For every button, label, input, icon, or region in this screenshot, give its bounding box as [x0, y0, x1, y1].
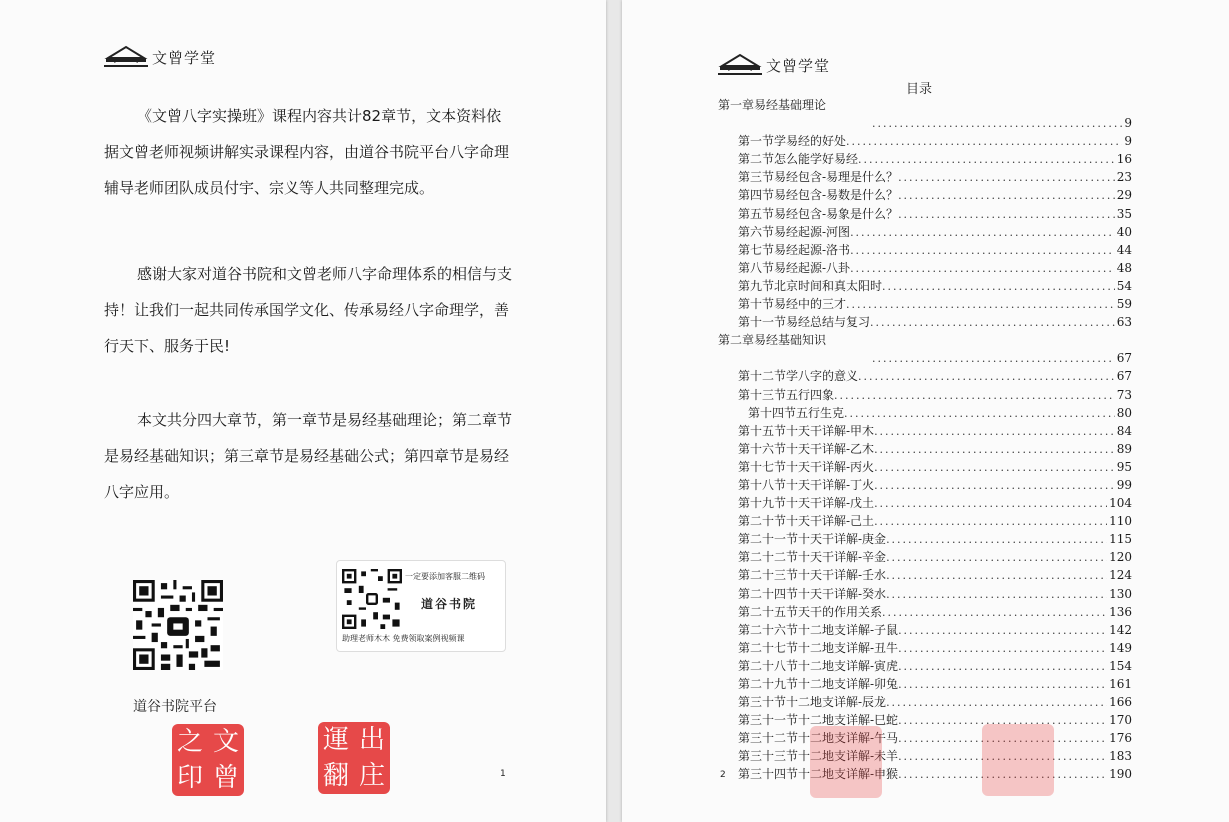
toc-leader-dots — [898, 169, 1115, 187]
toc-entry-title: 第二章易经基础知识 — [718, 333, 827, 348]
toc-entry-page: 170 — [1109, 713, 1132, 728]
toc-leader-dots — [834, 387, 1115, 405]
toc-entry-title: 第十五节十天干详解-甲木 — [738, 423, 875, 438]
toc-leader-dots — [870, 314, 1115, 332]
toc-entry-page: 29 — [1116, 188, 1132, 203]
toc-entry-title: 第十九节十天干详解-戊土 — [738, 496, 875, 511]
seal-char: 運 — [322, 725, 349, 755]
toc-leader-dots — [846, 296, 1115, 314]
toc-leader-dots — [874, 441, 1115, 459]
toc-entry[interactable] — [718, 386, 1132, 404]
toc-entry[interactable] — [718, 476, 1132, 494]
toc-entry-page: 73 — [1116, 387, 1132, 402]
toc-leader-dots — [882, 278, 1115, 296]
toc-entry[interactable] — [718, 621, 1132, 639]
toc-entry-title: 第二十二节十天干详解-辛金 — [738, 550, 887, 565]
toc-entry-title: 第十八节十天干详解-丁火 — [738, 477, 875, 492]
toc-entry-page: 44 — [1116, 242, 1132, 257]
toc-entry-page: 23 — [1116, 170, 1132, 185]
toc-entry-page: 80 — [1116, 405, 1132, 420]
temple-logo-icon — [104, 44, 148, 70]
brand-name: 文曾学堂 — [766, 56, 831, 75]
toc-leader-dots — [850, 260, 1115, 278]
toc-entry-title: 第十七节十天干详解-丙火 — [738, 459, 875, 474]
toc-entry-title: 第一节学易经的好处 — [738, 134, 847, 149]
toc-entry-title: 第十四节五行生克 — [748, 405, 845, 420]
toc-entry-page: 176 — [1109, 731, 1132, 746]
toc-entry-title: 第二十四节十天干详解-癸水 — [738, 586, 887, 601]
toc-leader-dots — [886, 567, 1107, 585]
toc-entry-page: 9 — [1124, 134, 1132, 149]
toc-entry-title: 第五节易经包含-易象是什么？ — [738, 206, 899, 221]
toc-entry-page: 54 — [1116, 278, 1132, 293]
toc-entry-title: 第二十一节十天干详解-庚金 — [738, 532, 887, 547]
toc-entry-page: 124 — [1109, 568, 1132, 583]
toc-entry-title: 第二十节十天干详解-己土 — [738, 514, 875, 529]
toc-entry-page: 63 — [1116, 315, 1132, 330]
toc-leader-dots — [846, 133, 1122, 151]
toc-entry[interactable] — [718, 422, 1132, 440]
page-2 — [622, 0, 1229, 822]
page-1 — [0, 0, 606, 822]
toc-entry[interactable] — [718, 259, 1132, 277]
seal-char: 翻 — [322, 761, 349, 791]
toc-entry[interactable] — [718, 729, 1132, 747]
toc-entry-title: 第十一节易经总结与复习 — [738, 315, 871, 330]
toc-leader-dots — [882, 604, 1107, 622]
toc-entry-page: 115 — [1109, 532, 1132, 547]
toc-entry[interactable] — [718, 295, 1132, 313]
toc-entry[interactable] — [718, 566, 1132, 584]
toc-entry[interactable] — [718, 349, 1132, 367]
toc-chapter[interactable] — [718, 331, 1132, 349]
toc-entry-title: 第三十节十二地支详解-辰龙 — [738, 695, 887, 710]
toc-entry-page: 120 — [1109, 550, 1132, 565]
brand-logo — [104, 44, 216, 70]
toc-entry[interactable] — [718, 223, 1132, 241]
toc-entry[interactable] — [718, 675, 1132, 693]
toc-entry-page: 40 — [1116, 224, 1132, 239]
toc-entry-page: 16 — [1116, 152, 1132, 167]
toc-entry-title: 第七节易经起源-洛书 — [738, 242, 851, 257]
toc-entry-title: 第三十三节十二地支详解-未羊 — [738, 749, 899, 764]
toc-entry[interactable] — [718, 693, 1132, 711]
toc-entry-page: 161 — [1109, 677, 1132, 691]
toc-leader-dots — [886, 586, 1107, 604]
seal-char: 出 — [358, 725, 385, 755]
toc-entry-title: 第十六节十天干详解-乙木 — [738, 441, 875, 456]
toc-leader-dots — [850, 224, 1115, 242]
toc-leader-dots — [874, 423, 1115, 441]
toc-entry-page: 35 — [1116, 206, 1132, 221]
toc-entry-title: 第三节易经包含-易理是什么？ — [738, 170, 899, 185]
toc-entry-page: 130 — [1109, 586, 1132, 601]
qr-card-title: 一定要添加客服二维码 — [405, 572, 485, 581]
temple-logo-icon — [718, 52, 762, 78]
toc-entry-page: 9 — [1124, 116, 1132, 131]
toc-leader-dots — [898, 206, 1115, 224]
toc-entry[interactable] — [718, 241, 1132, 259]
toc-entry-page: 95 — [1116, 459, 1132, 474]
toc-entry-title: 第三十一节十二地支详解-巳蛇 — [738, 713, 899, 728]
toc-entry-page: 149 — [1109, 640, 1132, 655]
structure-paragraph: 本文共分四大章节，第一章节是易经基础理论；第二章节是易经基础知识；第三章节是易经基础公式；第四章节是易经八字应用。 — [104, 411, 513, 501]
toc-entry[interactable] — [718, 585, 1132, 603]
toc-entry-title: 第九节北京时间和真太阳时 — [738, 278, 883, 293]
page-number: 2 — [720, 770, 726, 780]
toc-leader-dots — [886, 694, 1107, 712]
toc-leader-dots — [898, 676, 1107, 694]
intro-paragraph: 《文曾八字实操班》课程内容共计82章节，文本资料依据文曾老师视频讲解实录课程内容，由道谷书院平台八字命理辅导老师团队成员付宇、宗义等人共同整理完成。 — [104, 107, 510, 197]
toc-entry-page: 142 — [1109, 622, 1132, 637]
toc-chapter[interactable] — [718, 96, 1132, 114]
toc-entry[interactable] — [718, 168, 1132, 186]
seal-stamp — [318, 722, 390, 794]
toc-entry-page: 59 — [1116, 297, 1132, 312]
toc-leader-dots — [858, 151, 1115, 169]
toc-leader-dots — [874, 477, 1115, 495]
toc-entry[interactable] — [718, 711, 1132, 729]
toc-entry[interactable] — [718, 494, 1132, 512]
toc-leader-dots — [872, 115, 1122, 133]
toc-entry-title: 第二十七节十二地支详解-丑牛 — [738, 640, 899, 655]
toc-leader-dots — [886, 549, 1107, 567]
toc-entry-page: 67 — [1116, 351, 1132, 366]
toc-entry-title: 第六节易经起源-河图 — [738, 224, 851, 239]
toc-entry-page: 104 — [1109, 496, 1132, 511]
toc-entry[interactable] — [718, 657, 1132, 675]
seal-stamp-faint — [810, 726, 882, 798]
toc-entry[interactable] — [718, 747, 1132, 765]
toc-entry-page: 154 — [1109, 658, 1132, 673]
toc-entry-title: 第十二节学八字的意义 — [738, 369, 859, 384]
toc-entry[interactable] — [718, 404, 1132, 422]
toc-entry-page: 67 — [1116, 369, 1132, 384]
toc-entry-page: 166 — [1109, 695, 1132, 710]
toc-entry[interactable] — [718, 367, 1132, 385]
platform-label: 道谷书院平台 — [133, 699, 217, 715]
toc-entry[interactable] — [718, 530, 1132, 548]
toc-entry-title: 第三十四节十二地支详解-申猴 — [738, 767, 899, 782]
toc-entry-page: 136 — [1109, 604, 1132, 619]
toc-entry[interactable] — [718, 548, 1132, 566]
toc-entry-title: 第二十六节十二地支详解-子鼠 — [738, 622, 899, 637]
toc-entry[interactable] — [718, 458, 1132, 476]
qr-code-icon — [133, 580, 223, 670]
seal-char: 庄 — [358, 761, 385, 791]
qr-card-brand: 道谷书院 — [421, 597, 478, 611]
qr-card-footer: 助理老师木木 免费领取案例视频课 — [342, 634, 465, 643]
toc-entry-title: 第二十三节十天干详解-壬水 — [738, 568, 887, 583]
toc-entry[interactable] — [718, 277, 1132, 295]
page-number: 1 — [500, 769, 506, 779]
toc-leader-dots — [874, 495, 1107, 513]
toc-leader-dots — [874, 513, 1107, 531]
toc-leader-dots — [844, 405, 1115, 423]
toc-leader-dots — [872, 350, 1115, 368]
toc-leader-dots — [850, 242, 1115, 260]
toc-entry-page: 99 — [1116, 477, 1132, 492]
toc-entry-page: 110 — [1109, 514, 1132, 529]
table-of-contents — [718, 96, 1132, 784]
toc-entry[interactable] — [718, 440, 1132, 458]
toc-leader-dots — [898, 658, 1107, 676]
toc-entry-page: 190 — [1109, 767, 1132, 782]
toc-entry-title: 第二十五节天干的作用关系 — [738, 604, 883, 619]
toc-entry-title: 第二节怎么能学好易经 — [738, 152, 859, 167]
qr-code-small-icon — [342, 569, 402, 629]
toc-entry-page: 183 — [1109, 749, 1132, 764]
toc-entry[interactable] — [718, 186, 1132, 204]
seal-char: 文 — [212, 727, 239, 757]
toc-entry[interactable] — [718, 150, 1132, 168]
toc-leader-dots — [874, 459, 1115, 477]
toc-entry[interactable] — [718, 639, 1132, 657]
toc-title: 目录 — [906, 82, 933, 97]
toc-entry-page: 89 — [1116, 441, 1132, 456]
seal-char: 曾 — [212, 763, 239, 793]
thanks-paragraph: 感谢大家对道谷书院和文曾老师八字命理体系的相信与支持！让我们一起共同传承国学文化、传承易经八字命理学，善行天下、服务于民! — [104, 265, 513, 355]
seal-char: 印 — [176, 763, 203, 793]
toc-entry-page: 84 — [1116, 423, 1132, 438]
toc-entry[interactable] — [718, 765, 1132, 783]
toc-entry-title: 第二十九节十二地支详解-卯兔 — [738, 677, 899, 691]
toc-leader-dots — [898, 187, 1115, 205]
toc-leader-dots — [858, 368, 1115, 386]
toc-leader-dots — [898, 622, 1107, 640]
brand-name: 文曾学堂 — [152, 48, 217, 67]
seal-stamp — [172, 724, 244, 796]
toc-leader-dots — [886, 531, 1107, 549]
toc-leader-dots — [898, 640, 1107, 658]
brand-logo — [718, 52, 830, 78]
toc-entry-title: 第一章易经基础理论 — [718, 98, 827, 112]
toc-entry-title: 第十节易经中的三才 — [738, 297, 847, 312]
seal-stamp-faint — [982, 724, 1054, 796]
seal-char: 之 — [176, 727, 203, 757]
toc-entry-title: 第三十二节十二地支详解-午马 — [738, 731, 899, 746]
customer-service-card — [336, 560, 506, 652]
toc-entry[interactable] — [718, 512, 1132, 530]
toc-entry[interactable] — [718, 313, 1132, 331]
toc-entry-title: 第二十八节十二地支详解-寅虎 — [738, 658, 899, 673]
toc-entry[interactable] — [718, 205, 1132, 223]
toc-entry-title: 第八节易经起源-八卦 — [738, 260, 851, 275]
toc-entry[interactable] — [718, 114, 1132, 132]
toc-entry-title: 第四节易经包含-易数是什么？ — [738, 188, 899, 203]
toc-entry-title: 第十三节五行四象 — [738, 387, 835, 402]
toc-entry-page: 48 — [1116, 260, 1132, 275]
toc-entry[interactable] — [718, 132, 1132, 150]
toc-entry[interactable] — [718, 603, 1132, 621]
